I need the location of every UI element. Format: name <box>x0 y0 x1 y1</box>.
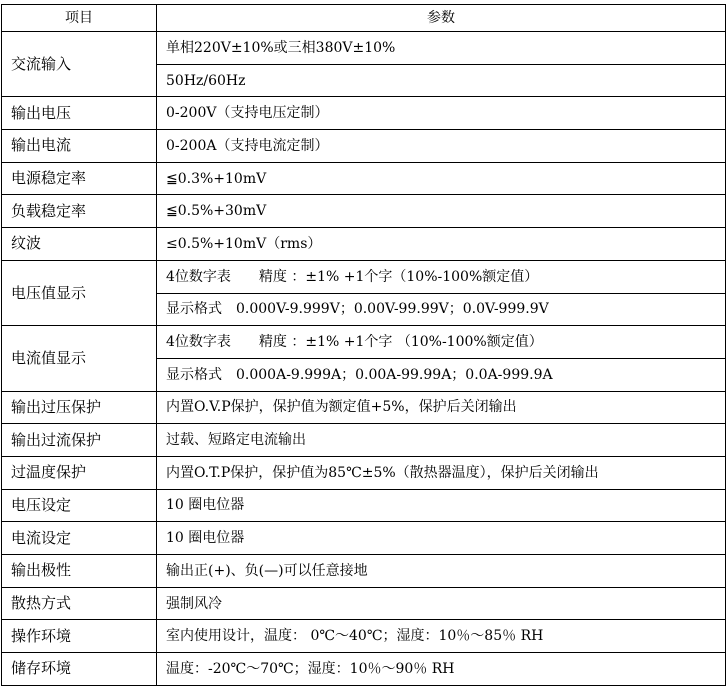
row-item-label: 电压设定 <box>2 489 157 522</box>
row-value: ≦0.3%+10mV <box>157 162 726 195</box>
row-value: 单相220V±10%或三相380V±10% <box>157 32 726 65</box>
row-item-label: 输出过压保护 <box>2 391 157 424</box>
spec-table <box>1 4 726 686</box>
row-item-label: 电源稳定率 <box>2 162 157 195</box>
table-row <box>2 555 726 588</box>
table-header-row <box>2 5 726 32</box>
row-value: 室内使用设计，温度： 0℃～40℃；湿度：10％～85％ RH <box>157 620 726 653</box>
table-row <box>2 32 726 65</box>
row-value: 10 圈电位器 <box>157 522 726 555</box>
row-value: 50Hz/60Hz <box>157 64 726 97</box>
row-item-label: 操作环境 <box>2 620 157 653</box>
row-value: 0-200V（支持电压定制） <box>157 97 726 130</box>
table-row <box>2 195 726 228</box>
table-row <box>2 260 726 293</box>
row-value: 4位数字表 精度 ：±1% +1个字（10%-100%额定值） <box>157 260 726 293</box>
row-value: ≤0.5%+10mV（rms） <box>157 228 726 261</box>
row-item-label: 负载稳定率 <box>2 195 157 228</box>
row-value: 强制风冷 <box>157 587 726 620</box>
header-item: 项目 <box>2 5 157 32</box>
row-item-label: 电压值显示 <box>2 260 157 325</box>
row-item-label: 散热方式 <box>2 587 157 620</box>
row-value: 输出正(+)、负(—)可以任意接地 <box>157 555 726 588</box>
row-value: 4位数字表 精度 ：±1% +1个字 （10%-100%额定值） <box>157 326 726 359</box>
table-row <box>2 326 726 359</box>
row-value: 温度：-20℃～70℃；湿度：10％～90％ RH <box>157 653 726 686</box>
row-item-label: 输出极性 <box>2 555 157 588</box>
row-value: 内置O.V.P保护，保护值为额定值+5%，保护后关闭输出 <box>157 391 726 424</box>
row-value: 显示格式 0.000A-9.999A；0.00A-99.99A；0.0A-999.9A <box>157 358 726 391</box>
row-value: 内置O.T.P保护，保护值为85℃±5%（散热器温度），保护后关闭输出 <box>157 456 726 489</box>
row-item-label: 输出过流保护 <box>2 424 157 457</box>
table-row <box>2 130 726 163</box>
table-row <box>2 522 726 555</box>
table-row <box>2 162 726 195</box>
row-value: 显示格式 0.000V-9.999V；0.00V-99.99V；0.0V-999.9V <box>157 293 726 326</box>
table-row <box>2 456 726 489</box>
header-param: 参数 <box>157 5 726 32</box>
row-item-label: 电流值显示 <box>2 326 157 391</box>
row-item-label: 过温度保护 <box>2 456 157 489</box>
table-row <box>2 391 726 424</box>
row-value: ≦0.5%+30mV <box>157 195 726 228</box>
row-item-label: 输出电压 <box>2 97 157 130</box>
row-item-label: 纹波 <box>2 228 157 261</box>
table-row <box>2 489 726 522</box>
table-row <box>2 228 726 261</box>
table-row <box>2 587 726 620</box>
row-item-label: 交流输入 <box>2 32 157 97</box>
table-row <box>2 424 726 457</box>
table-row <box>2 97 726 130</box>
row-value: 过载、短路定电流输出 <box>157 424 726 457</box>
row-item-label: 储存环境 <box>2 653 157 686</box>
row-value: 10 圈电位器 <box>157 489 726 522</box>
table-row <box>2 653 726 686</box>
table-row <box>2 620 726 653</box>
row-value: 0-200A（支持电流定制） <box>157 130 726 163</box>
row-item-label: 输出电流 <box>2 130 157 163</box>
row-item-label: 电流设定 <box>2 522 157 555</box>
